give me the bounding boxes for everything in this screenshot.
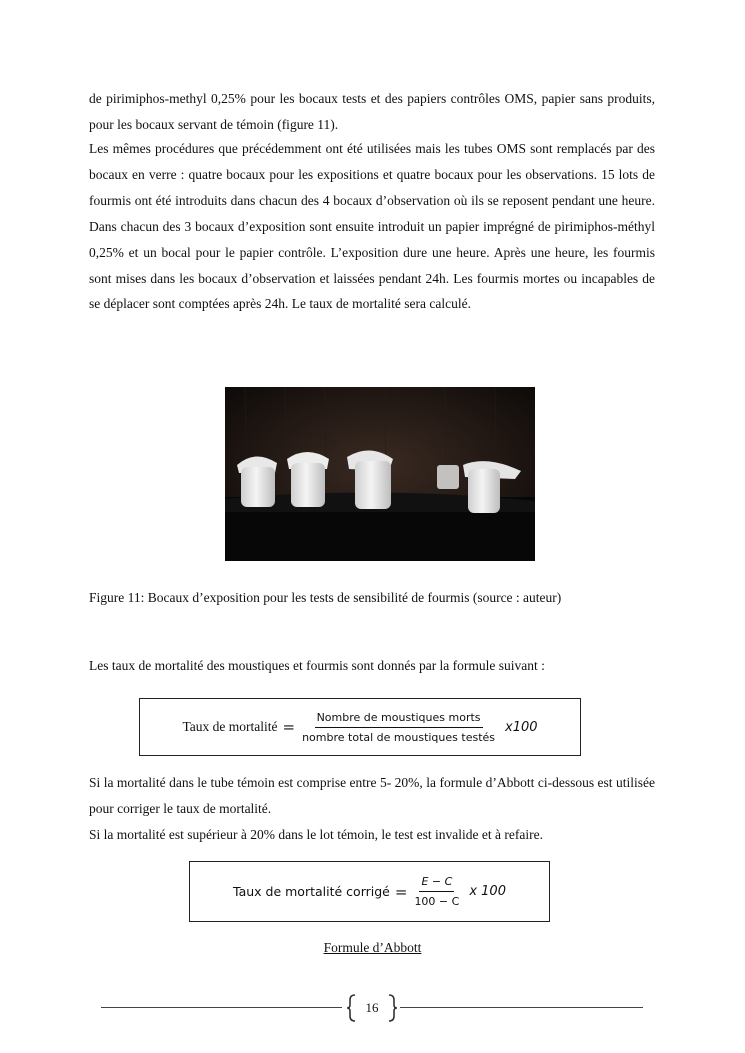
abbott-factor: x 100 [469, 884, 506, 899]
equals-sign: = [394, 882, 408, 901]
equals-sign: = [282, 718, 296, 736]
footer-rule-left [101, 1007, 342, 1008]
abbott-conditions [89, 770, 655, 848]
fraction-numerator: Nombre de moustiques morts [315, 711, 483, 728]
abbott-denominator: 100 − C [414, 895, 460, 908]
page-number-text: 16 [365, 1000, 379, 1015]
abbott-condition-text: Si la mortalité dans le tube témoin est comprise entre 5- 20%, la formule d’Abbott ci-dessous est utilisée pour corriger le taux de mortalité. [89, 775, 655, 816]
abbott-numerator: E − C [419, 875, 454, 892]
abbott-formula-box [189, 861, 550, 922]
formula-lhs: Taux de mortalité [182, 719, 278, 734]
mortality-fraction [300, 711, 497, 744]
formula-intro: Les taux de mortalité des moustiques et fourmis sont donnés par la formule suivant : [89, 658, 545, 673]
invalid-test-text: Si la mortalité est supérieur à 20% dans le lot témoin, le test est invalide et à refaire. [89, 826, 543, 842]
footer-rule-right [400, 1007, 643, 1008]
abbott-formula-lhs: Taux de mortalité corrigé [233, 884, 390, 899]
page-number [346, 994, 398, 1022]
paragraph-intro: de pirimiphos-methyl 0,25% pour les bocaux tests et des papiers contrôles OMS, papier sans produits, pour les bocaux servant de témoin (figure 11). [89, 91, 655, 132]
abbott-fraction [412, 875, 461, 908]
figure-caption: Figure 11: Bocaux d’exposition pour les tests de sensibilité de fourmis (source : auteur) [89, 590, 562, 605]
abbott-formula-label: Formule d’Abbott [323, 940, 422, 955]
figure-photo-jars [225, 387, 535, 561]
fraction-denominator: nombre total de moustiques testés [302, 730, 496, 744]
mortality-formula-box [139, 698, 581, 756]
jars-photo-illustration [225, 387, 535, 561]
paragraph-procedure: Les mêmes procédures que précédemment ont été utilisées mais les tubes OMS sont remplacés par des bocaux en verre : quatre bocaux pour les expositions et quatre bocaux pour les observations. 15 lots de fourmis ont été introduits dans chacun des 4 bocaux d’observation où ils se reposent pendant une heure. Dans chacun des 3 bocaux d’exposition sont ensuite introduit un papier imprégné de pirimiphos-méthyl 0,25% et un bocal pour le papier contrôle. L’exposition dure une heure. Après une heure, les fourmis sont mises dans les bocaux d’observation et laissées pendant 24h. Les fourmis mortes ou incapables de se déplacer sont comptées après 24h. Le taux de mortalité sera calculé. [89, 141, 655, 312]
formula-factor: x100 [505, 719, 538, 735]
